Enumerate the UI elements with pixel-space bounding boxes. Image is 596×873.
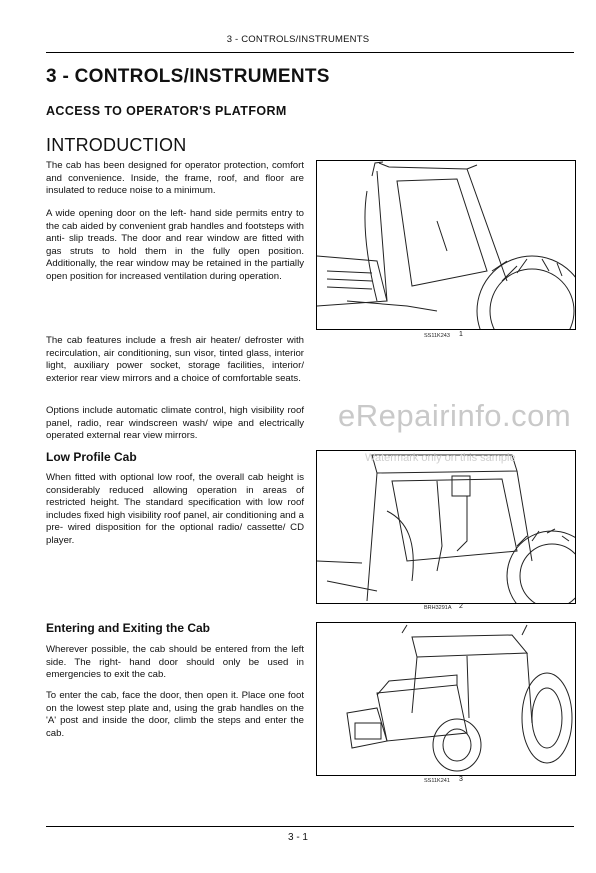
- figure-2-code: BRH3291A: [424, 605, 452, 611]
- figure-2-low-profile-cab: [316, 450, 576, 604]
- footer-rule: [46, 826, 574, 827]
- watermark-subtext: Watermark only on this sample: [365, 452, 516, 464]
- figure-1-illustration: [317, 161, 575, 329]
- intro-paragraph-4: Options include automatic climate control, high visibility roof panel, radio, rear windscreen wash/ wipe and electrically operated external rear view mirrors.: [46, 405, 304, 442]
- subsection-heading: INTRODUCTION: [46, 135, 187, 155]
- figure-1-cab-left-side: [316, 160, 576, 330]
- figure-2-illustration: [317, 451, 575, 603]
- figure-3-number: 3: [459, 776, 463, 783]
- low-profile-heading: Low Profile Cab: [46, 450, 137, 464]
- entering-heading: Entering and Exiting the Cab: [46, 621, 211, 635]
- watermark: eRepairinfo.com: [338, 398, 572, 433]
- figure-2-number: 2: [459, 603, 463, 610]
- entering-paragraph-1: Wherever possible, the cab should be entered from the left side. The right- hand door should only be used in emergencies to exit the cab.: [46, 644, 304, 681]
- figure-3-tractor-front: [316, 622, 576, 776]
- running-header: 3 - CONTROLS/INSTRUMENTS: [226, 34, 370, 45]
- low-profile-paragraph: When fitted with optional low roof, the overall cab height is considerably reduced allowing operation in areas of restricted height. The standard specification with low roof includes fixed high visibility roof panel, air conditioning and a pre- wired disposition for the optional radio/ cassette/ CD player.: [46, 472, 304, 546]
- intro-paragraph-2: A wide opening door on the left- hand side permits entry to the cab aided by convenient grab handles and footsteps with anti- slip treads. The door and rear window are fitted with gas struts to hold them in the fully open position. Additionally, the rear window may be retained in the partially open position for increased ventilation during operation.: [46, 208, 304, 282]
- section-heading: ACCESS TO OPERATOR'S PLATFORM: [46, 104, 287, 118]
- figure-3-code: SS11K241: [424, 778, 450, 784]
- header-rule: [46, 52, 574, 53]
- figure-1-code: SS11K243: [424, 333, 450, 339]
- figure-1-number: 1: [459, 331, 463, 338]
- entering-paragraph-2: To enter the cab, face the door, then open it. Place one foot on the lowest step plate and, using the grab handles on the 'A' post and inside the door, climb the steps and enter the cab.: [46, 690, 304, 739]
- intro-paragraph-3: The cab features include a fresh air heater/ defroster with recirculation, air conditioning, sun visor, tinted glass, interior light, auxiliary power socket, storage facilities, interior/ exterior rear view mirrors and a choice of comfortable seats.: [46, 335, 304, 384]
- page-number: 3 - 1: [287, 832, 308, 843]
- figure-3-illustration: [317, 623, 575, 775]
- chapter-title: 3 - CONTROLS/INSTRUMENTS: [46, 66, 330, 87]
- intro-paragraph-1: The cab has been designed for operator protection, comfort and convenience. Inside, the frame, roof, and floor are insulated to reduce noise to a minimum.: [46, 160, 304, 197]
